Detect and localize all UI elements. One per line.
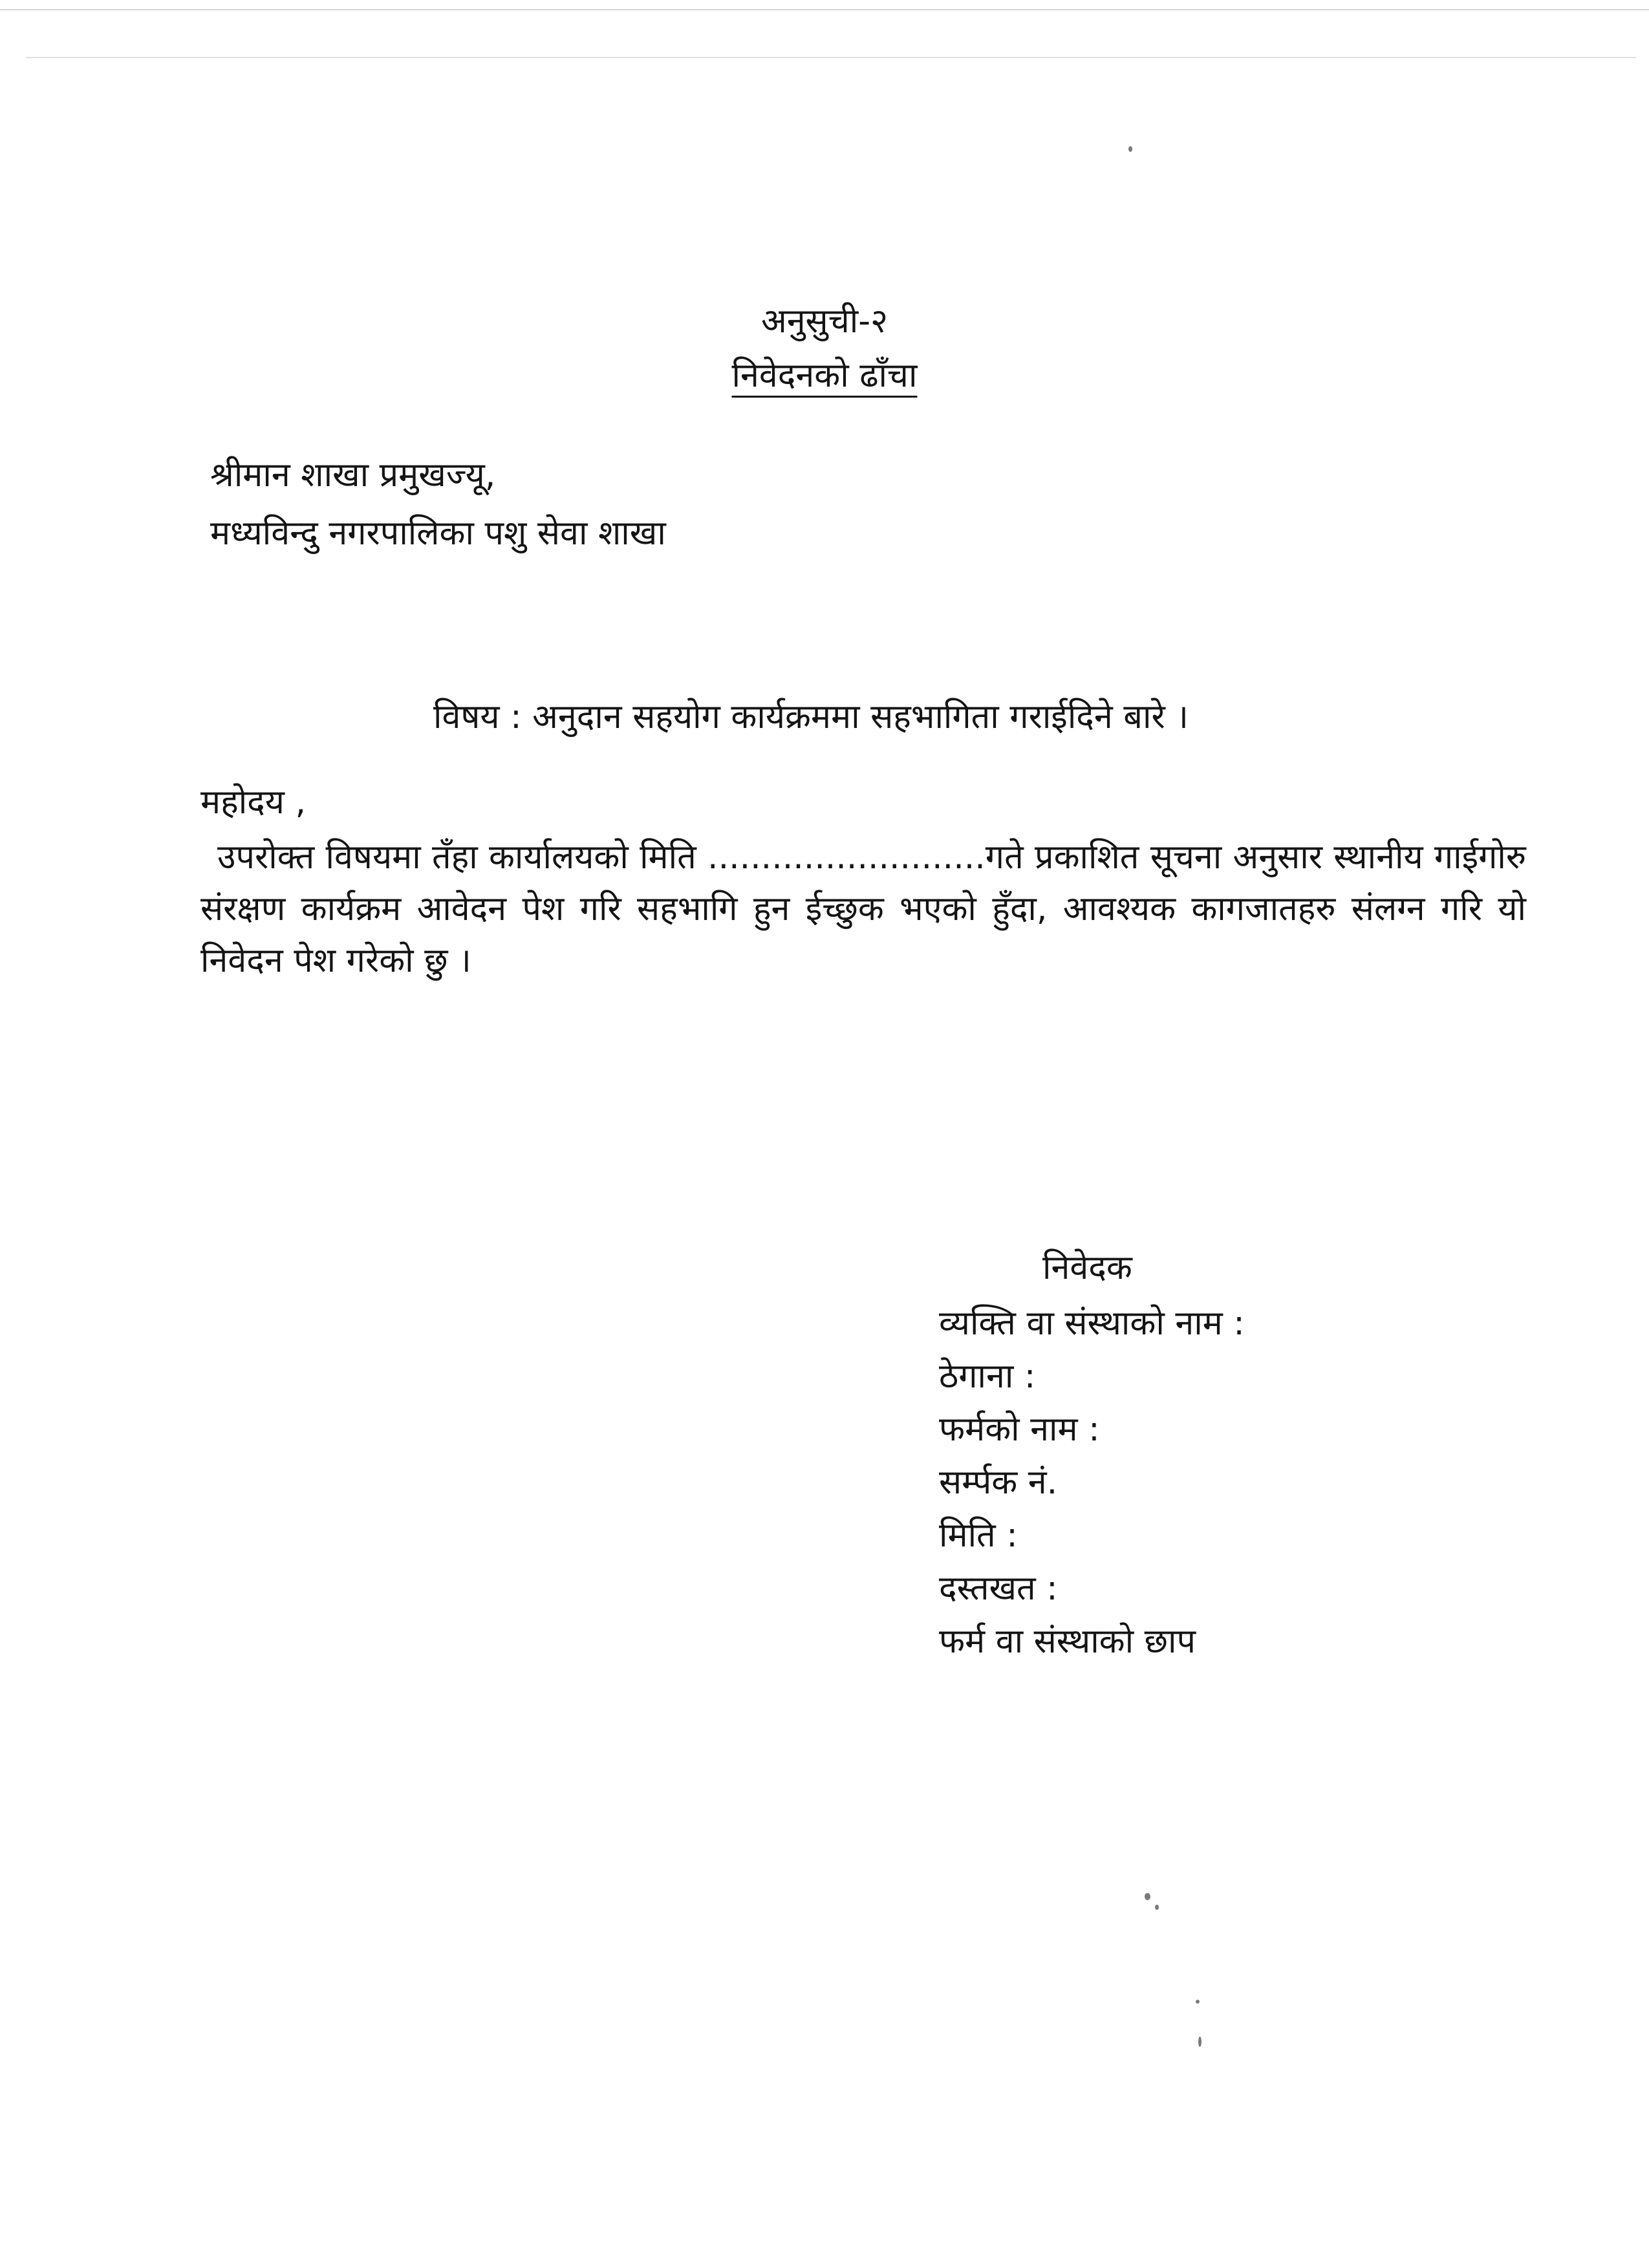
addressee-line-1: श्रीमान शाखा प्रमुखज्यू,	[210, 456, 496, 495]
salutation: महोदय ,	[200, 783, 307, 822]
body-paragraph	[200, 831, 1526, 987]
schedule-heading: अनुसुची-२	[760, 302, 889, 341]
stamp-field: फर्म वा संस्थाको छाप	[939, 1622, 1196, 1661]
address-field: ठेगाना :	[939, 1357, 1036, 1396]
applicant-name-field: व्यक्ति वा संस्थाको नाम :	[939, 1304, 1245, 1343]
scan-speck	[1145, 1893, 1150, 1900]
form-title-text: निवेदनको ढाँचा	[731, 356, 918, 395]
scan-speck	[1198, 2037, 1202, 2047]
scan-speck	[1155, 1905, 1159, 1910]
subject-line: विषय : अनुदान सहयोग कार्यक्रममा सहभागिता गराईदिने बारे ।	[433, 698, 1189, 736]
applicant-title: निवेदक	[1042, 1248, 1132, 1287]
addressee-line-2: मध्यविन्दु नगरपालिका पशु सेवा शाखा	[210, 514, 666, 553]
applicant-block	[939, 1241, 1521, 1668]
form-title	[0, 356, 1649, 396]
signature-field: दस्तखत :	[939, 1569, 1058, 1608]
scan-speck	[1196, 2000, 1200, 2004]
firm-name-field: फर्मको नाम :	[939, 1410, 1100, 1449]
date-field: मिति :	[939, 1516, 1018, 1555]
body-paragraph-text: उपरोक्त विषयमा तँहा कार्यालयको मिति ..........................गते प्रकाशित सूचना अनुसार स्थानीय गाईगोरु संरक्षण कार्यक्रम आवेदन पेश गरि सहभागि हुन ईच्छुक भएको हुँदा, आवश्यक कागजातहरु संलग्न गरि यो निवेदन पेश गरेको छु ।	[200, 838, 1526, 980]
contact-number-field: सर्म्पक नं.	[939, 1463, 1058, 1502]
scan-edge-top	[0, 9, 1649, 10]
scan-edge-line	[26, 57, 1636, 58]
scan-speck	[1128, 146, 1132, 152]
